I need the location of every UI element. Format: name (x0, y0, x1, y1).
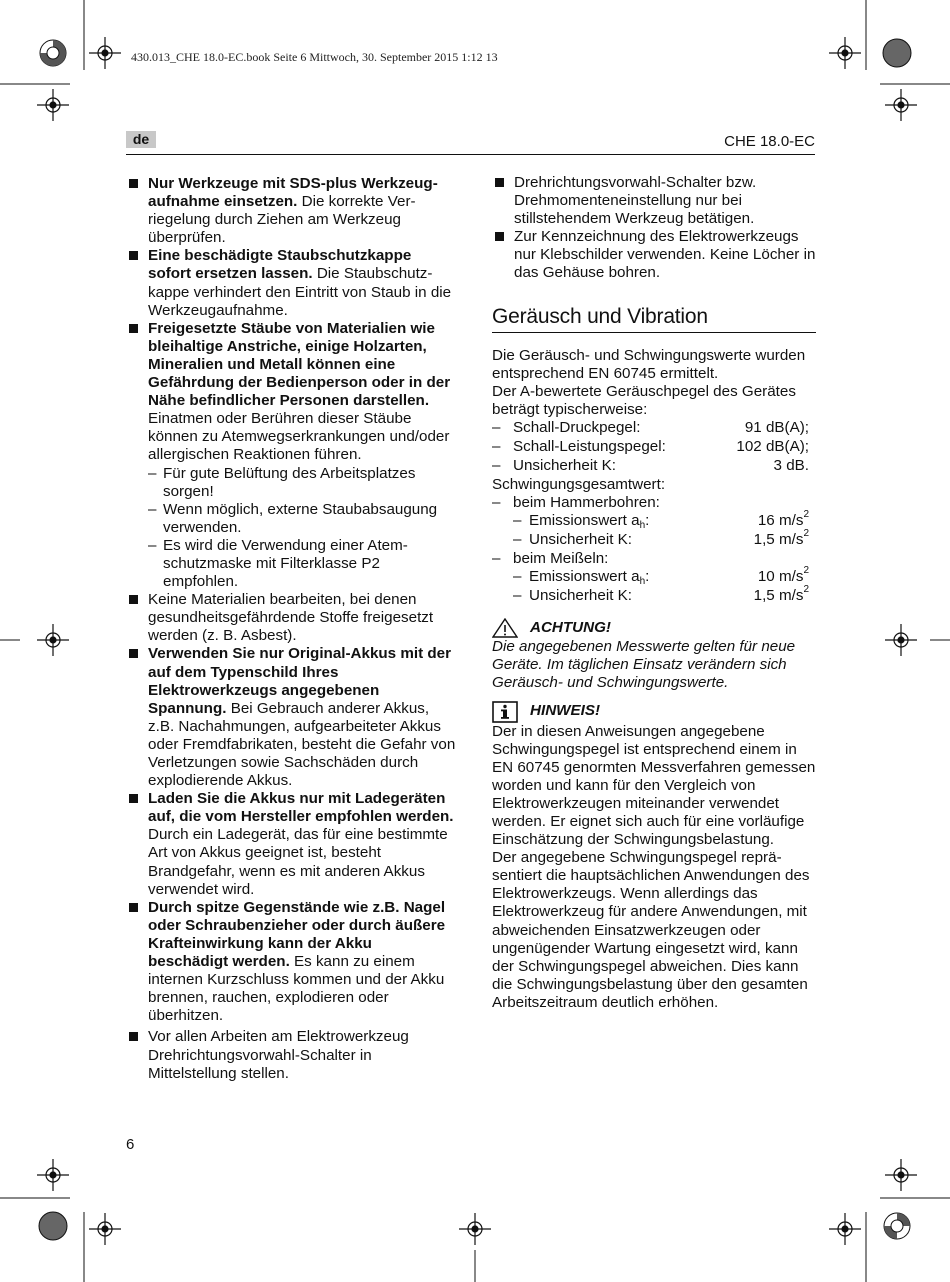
page-number: 6 (126, 1136, 135, 1153)
section-heading: Geräusch und Vibration (492, 305, 816, 333)
noise-row: – Schall-Druckpegel: 91 dB(A); (492, 419, 816, 438)
hint-title: HINWEIS! (492, 701, 816, 723)
bullet-item: Zur Kennzeichnung des Elektrowerkzeugs nur Klebschilder verwenden. Keine Löcher in das Gehäuse bohren. (492, 228, 816, 282)
bullet-item: Drehrichtungsvorwahl-Schalter bzw. Drehmomenteneinstellung nur bei stillstehendem Werkzeug betätigen. (492, 174, 816, 228)
noise-row: – Unsicherheit K: 3 dB. (492, 457, 816, 476)
header-rule (126, 154, 815, 155)
bullet-item: Verwenden Sie nur Original-Akkus mit der auf dem Typenschild Ihres Elektrowerkzeugs angegebenen Spannung. Bei Gebrauch anderer Akkus, z.B. Nachahmungen, aufgearbeiteter Akkus oder Fremdfabrikaten, besteht die Gefahr von Verletzungen sowie Sachschäden durch explodierende Akkus. (126, 645, 456, 790)
hint-paragraph: Der angegebene Schwingungspegel repräsentiert die hauptsächlichen Anwendungen des Elektrowerkzeugs. Wenn allerdings das Elektrowerkzeug für andere Anwendungen, mit abweichenden Einsatzwerkzeugen oder ungenügender Wartung eingesetzt wird, kann der Schwingungspegel abweichen. Dies kann die Schwingungsbelastung über den gesamten Arbeitszeitraum deutlich erhöhen. (492, 849, 810, 1011)
model-name: CHE 18.0-EC (724, 133, 815, 150)
dash-item: – Es wird die Verwendung einer Atemschutzmaske mit Filterklasse P2 empfohlen. (148, 537, 456, 591)
bullet-item: Eine beschädigte Staubschutzkappe sofort ersetzen lassen. Die Staubschutzkappe verhindert den Eintritt von Staub in die Werkzeugaufnahme. (126, 247, 456, 319)
bullet-item: Laden Sie die Akkus nur mit Ladegeräten auf, die vom Hersteller empfohlen werden. Durch ein Ladegerät, das für eine bestimmte Art von Akkus geeignet ist, besteht Brandgefahr, wenn es mit anderen Akkus verwendet wird. (126, 790, 456, 899)
bullet-item: Durch spitze Gegenstände wie z.B. Nagel oder Schraubenzieher oder durch äußere Krafteinwirkung kann der Akku beschädigt werden. Es kann zu einem internen Kurzschluss kommen und der Akku brennen, rauchen, explodieren oder überhitzen. (126, 899, 456, 1026)
vibration-row: – Emissionswert $a_h$: 10 $m/s^2$ (492, 568, 816, 587)
vibration-row: – Unsicherheit K: 1,5 $m/s^2$ (492, 587, 816, 606)
warning-title: ACHTUNG! (492, 618, 816, 638)
print-header: 430.013_CHE 18.0-EC.book Seite 6 Mittwoch, 30. September 2015 1:12 13 (131, 50, 498, 64)
dash-item: – Für gute Belüftung des Arbeitsplatzes sorgen! (148, 465, 456, 501)
bullet-item: Vor allen Arbeiten am Elektrowerkzeug Drehrichtungsvorwahl-Schalter in Mittelstellung stellen. (126, 1028, 456, 1082)
language-tag: de (126, 131, 156, 148)
vibration-title: Schwingungsgesamtwert: (492, 475, 666, 493)
left-column (126, 175, 456, 1083)
warning-triangle-icon (492, 618, 518, 638)
bullet-item: Freigesetzte Stäube von Materialien wie bleihaltige Anstriche, einige Holzarten, Mineralien und Metall können eine Gefährdung der Bedienperson oder in der Nähe befindlicher Personen darstellen. Einatmen oder Berühren dieser Stäube können zu Atemwegserkrankungen und/oder allergischen Reaktionen führen. – Für gute Belüftung des Arbeitsplatzes sorgen! – Wenn möglich, externe Staubabsaugung verwenden. – Es wird die Verwendung einer Atemschutzmaske mit Filterklasse P2 empfohlen. (126, 320, 456, 591)
dash-item: – Wenn möglich, externe Staubabsaugung verwenden. (148, 501, 456, 537)
bullet-item: Keine Materialien bearbeiten, bei denen gesundheitsgefährdende Stoffe freigesetzt werden (z. B. Asbest). (126, 591, 456, 645)
right-column (492, 174, 816, 1012)
dash-item: – beim Hammerbohren: (492, 494, 816, 512)
intro-paragraph: Der A-bewertete Geräuschpegel des Gerätes beträgt typischerweise: (492, 382, 796, 418)
info-icon (492, 701, 518, 723)
vibration-row: – Emissionswert $a_h$: 16 $m/s^2$ (492, 512, 816, 531)
warning-text: Die angegebenen Messwerte gelten für neue Geräte. Im täglichen Einsatz verändern sich Geräusch- und Schwingungswerte. (492, 638, 796, 692)
noise-row: – Schall-Leistungspegel: 102 dB(A); (492, 438, 816, 457)
bullet-item: Nur Werkzeuge mit SDS-plus Werkzeugaufnahme einsetzen. Die korrekte Verriegelung durch Ziehen am Werkzeug überprüfen. (126, 175, 456, 247)
dash-item: – beim Meißeln: (492, 550, 816, 568)
intro-paragraph: Die Geräusch- und Schwingungswerte wurden entsprechend EN 60745 ermittelt. (492, 346, 806, 382)
hint-paragraph: Der in diesen Anweisungen angegebene Schwingungspegel ist entsprechend einem in EN 60745 genormten Messverfahren gemessen worden und kann für den Vergleich von Elektrowerkzeugen miteinander verwendet werden. Er eignet sich auch für eine vorläufige Einschätzung der Schwingungsbelastung. (492, 722, 816, 849)
vibration-row: – Unsicherheit K: 1,5 $m/s^2$ (492, 531, 816, 550)
